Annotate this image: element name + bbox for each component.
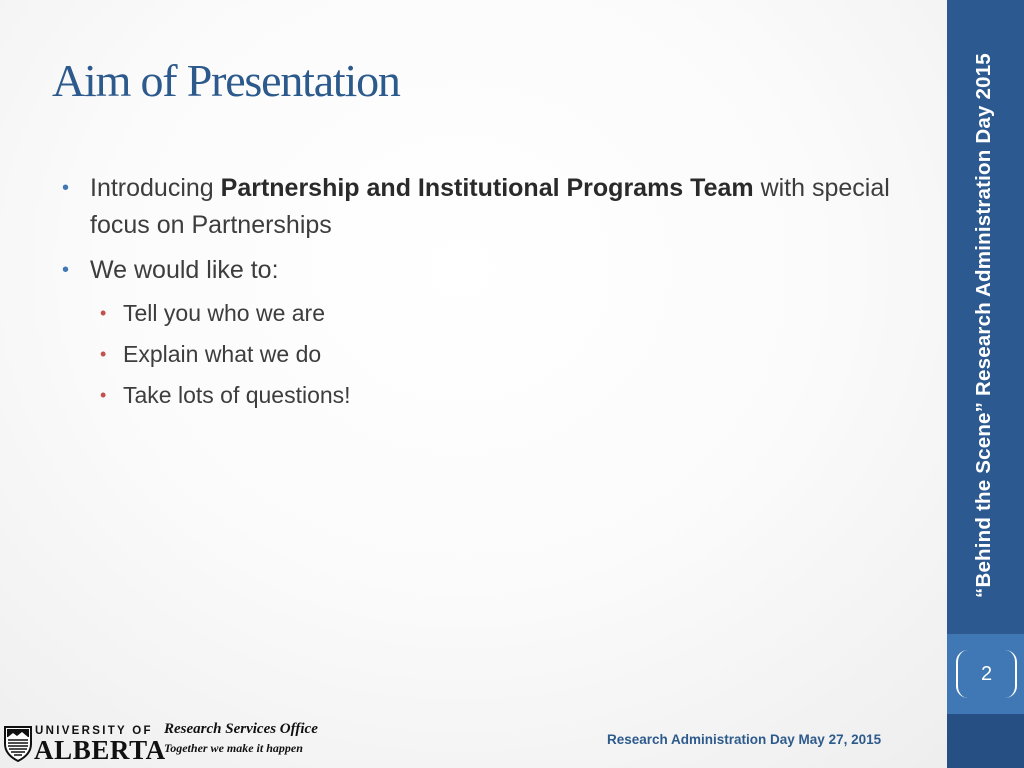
sub-bullet-text: Explain what we do (123, 341, 322, 367)
bullet-item-introducing (62, 170, 922, 244)
bullet-dot-icon: • (62, 177, 70, 199)
bullet-text: We would like to: (90, 256, 279, 284)
university-shield-icon (3, 724, 33, 762)
slide-title: Aim of Presentation (52, 55, 400, 106)
office-block (164, 720, 318, 757)
office-tagline: Together we make it happen (164, 741, 303, 755)
sub-bullet-item (90, 293, 922, 334)
bullet-item-would-like (62, 252, 922, 416)
bullet-text-suffix: with special focus on Partnerships (90, 174, 890, 239)
sidebar-vertical-title: “Behind the Scene” Research Administration Day 2015 (972, 53, 995, 599)
sub-bullet-list (90, 293, 922, 416)
sub-bullet-item (90, 375, 922, 416)
bullet-text-prefix: Introducing (90, 174, 221, 202)
university-logo (3, 722, 166, 765)
sub-bullet-dot-icon: • (100, 344, 107, 364)
logo-alberta-text: ALBERTA (34, 735, 166, 765)
sub-bullet-text: Take lots of questions! (123, 382, 351, 408)
footer-event-text: Research Administration Day May 27, 2015 (607, 732, 882, 747)
sub-bullet-text: Tell you who we are (123, 300, 325, 326)
page-number: 2 (980, 662, 993, 685)
sub-bullet-item (90, 334, 922, 375)
bullet-dot-icon: • (62, 259, 70, 281)
bullet-list (62, 170, 922, 424)
page-number-frame (956, 650, 1017, 698)
office-title: Research Services Office (164, 721, 318, 737)
bullet-text-bold: Partnership and Institutional Programs Team (220, 174, 754, 202)
sub-bullet-dot-icon: • (100, 385, 107, 405)
logo-university-text: UNIVERSITY OF (35, 725, 153, 737)
sub-bullet-dot-icon: • (100, 303, 107, 323)
